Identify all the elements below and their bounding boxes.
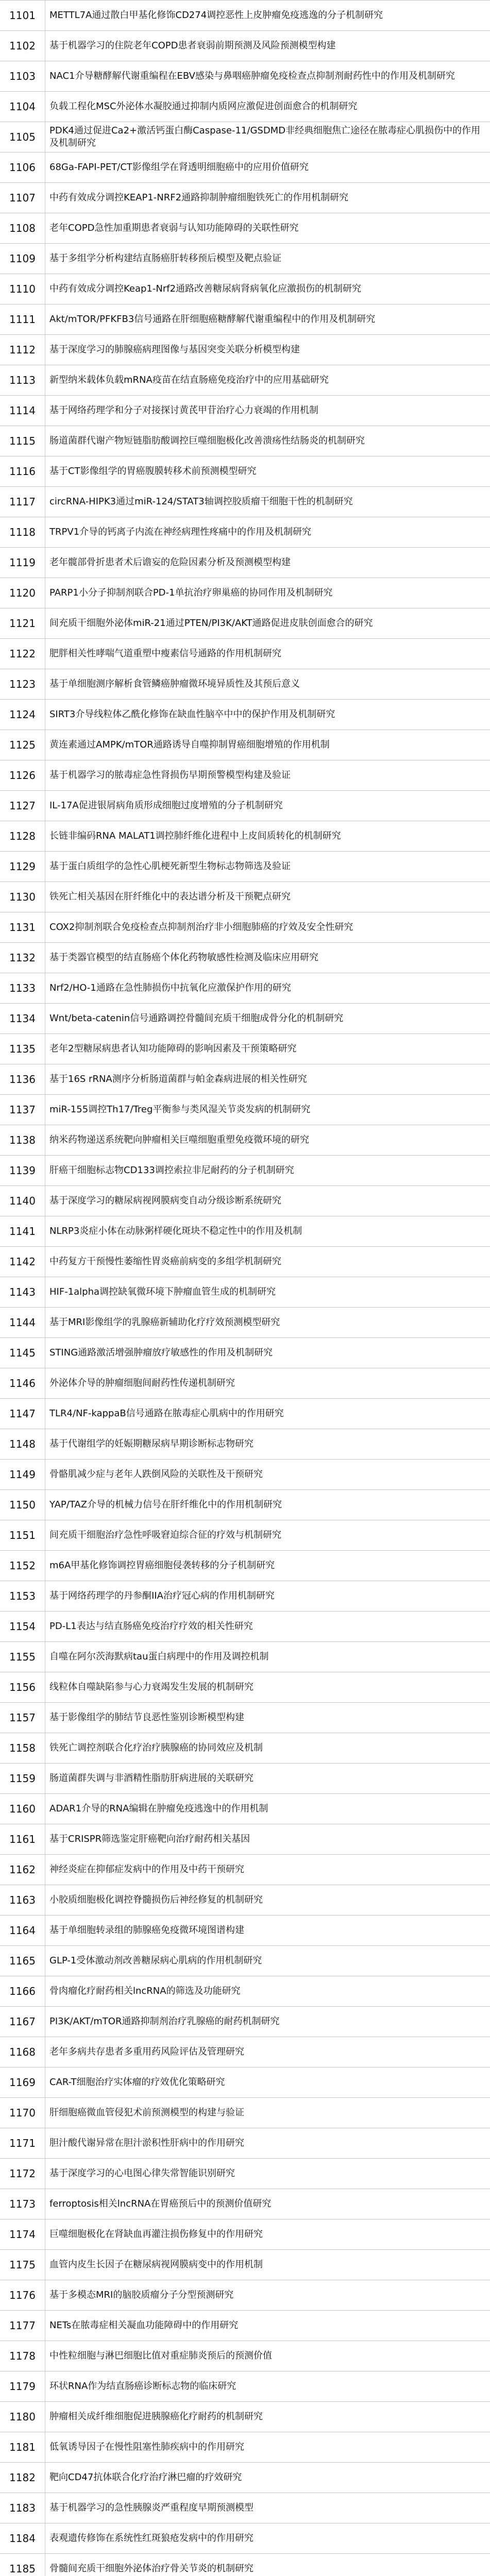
row-number: 1180 <box>0 2402 45 2432</box>
row-title: Nrf2/HO-1通路在急性肺损伤中抗氧化应激保护作用的研究 <box>49 982 291 993</box>
row-number: 1155 <box>0 1642 45 1672</box>
row-number: 1115 <box>0 426 45 456</box>
row-title: 中性粒细胞与淋巴细胞比值对重症肺炎预后的预测价值 <box>49 2350 272 2361</box>
row-title: 基于CT影像组学的胃癌腹膜转移术前预测模型研究 <box>49 466 257 477</box>
row-title: 肠道菌群代谢产物短链脂肪酸调控巨噬细胞极化改善溃疡性结肠炎的机制研究 <box>49 435 365 446</box>
row-number: 1122 <box>0 639 45 669</box>
table-row <box>0 1520 490 1551</box>
table-row <box>0 61 490 92</box>
row-title: circRNA-HIPK3通过miR-124/STAT3轴调控胶质瘤干细胞干性的机制研究 <box>49 496 353 507</box>
row-title: GLP-1受体激动剂改善糖尿病心肌病的作用机制研究 <box>49 1955 262 1966</box>
table-row <box>0 1247 490 1277</box>
row-number: 1177 <box>0 2311 45 2341</box>
row-number: 1164 <box>0 1916 45 1945</box>
table-row <box>0 882 490 912</box>
row-title: 肝细胞癌微血管侵犯术前预测模型的构建与验证 <box>49 2107 244 2118</box>
table-row <box>0 2098 490 2128</box>
row-number: 1165 <box>0 1946 45 1976</box>
table-row <box>0 1794 490 1824</box>
table-row <box>0 548 490 578</box>
row-number: 1121 <box>0 608 45 638</box>
row-number: 1152 <box>0 1551 45 1581</box>
row-title: 基于代谢组学的妊娠期糖尿病早期诊断标志物研究 <box>49 1438 254 1449</box>
table-row <box>0 2280 490 2311</box>
row-number: 1150 <box>0 1490 45 1520</box>
table-row <box>0 1642 490 1672</box>
table-row <box>0 1004 490 1034</box>
row-number: 1170 <box>0 2098 45 2128</box>
row-title: NLRP3炎症小体在动脉粥样硬化斑块不稳定性中的作用及机制 <box>49 1226 302 1236</box>
row-number: 1134 <box>0 1004 45 1033</box>
row-number: 1105 <box>0 122 45 152</box>
row-title: 基于深度学习的肺腺癌病理图像与基因突变关联分析模型构建 <box>49 344 300 355</box>
row-number: 1129 <box>0 852 45 882</box>
table-row <box>0 2432 490 2463</box>
table-row <box>0 2250 490 2280</box>
row-number: 1148 <box>0 1429 45 1459</box>
row-number: 1149 <box>0 1460 45 1489</box>
row-number: 1136 <box>0 1064 45 1094</box>
table-row <box>0 760 490 791</box>
table-row <box>0 2554 490 2576</box>
table-row <box>0 730 490 760</box>
table-row <box>0 2311 490 2341</box>
table-row <box>0 122 490 152</box>
row-number: 1174 <box>0 2219 45 2249</box>
row-number: 1118 <box>0 517 45 547</box>
row-title: 环状RNA作为结直肠癌诊断标志物的临床研究 <box>49 2381 236 2392</box>
table-row <box>0 2463 490 2493</box>
table-row <box>0 2402 490 2432</box>
row-title: COX2抑制剂联合免疫检查点抑制剂治疗非小细胞肺癌的疗效及安全性研究 <box>49 922 353 933</box>
row-title: CAR-T细胞治疗实体瘤的疗效优化策略研究 <box>49 2077 225 2088</box>
table-row <box>0 1764 490 1794</box>
row-number: 1102 <box>0 31 45 61</box>
row-number: 1132 <box>0 943 45 973</box>
row-number: 1124 <box>0 700 45 730</box>
table-row <box>0 2523 490 2554</box>
row-number: 1167 <box>0 2007 45 2037</box>
table-row <box>0 1368 490 1399</box>
row-number: 1157 <box>0 1703 45 1733</box>
table-row <box>0 2371 490 2402</box>
row-title: 肿瘤相关成纤维细胞促进胰腺癌化疗耐药的机制研究 <box>49 2411 263 2422</box>
table-row <box>0 1460 490 1490</box>
table-row <box>0 2067 490 2098</box>
row-title: 基于深度学习的心电图心律失常智能识别研究 <box>49 2168 235 2179</box>
row-title: 线粒体自噬缺陷参与心力衰竭发生发展的机制研究 <box>49 1682 254 1692</box>
row-number: 1179 <box>0 2371 45 2401</box>
row-title: ADAR1介导的RNA编辑在肿瘤免疫逃逸中的作用机制 <box>49 1803 268 1814</box>
row-number: 1185 <box>0 2554 45 2576</box>
row-title: Wnt/beta-catenin信号通路调控骨髓间充质干细胞成骨分化的机制研究 <box>49 1013 344 1024</box>
table-row <box>0 335 490 365</box>
row-title: 巨噬细胞极化在肾缺血再灌注损伤修复中的作用研究 <box>49 2229 263 2240</box>
row-title: 基于类器官模型的结直肠癌个体化药物敏感性检测及临床应用研究 <box>49 952 318 963</box>
table-row <box>0 1885 490 1916</box>
row-number: 1171 <box>0 2128 45 2158</box>
table-row <box>0 1612 490 1642</box>
row-title: STING通路激活增强肿瘤放疗敏感性的作用及机制研究 <box>49 1347 273 1358</box>
row-number: 1175 <box>0 2250 45 2280</box>
row-number: 1141 <box>0 1216 45 1246</box>
row-title: 基于多组学分析构建结直肠癌肝转移预后模型及靶点验证 <box>49 253 281 264</box>
table-row <box>0 487 490 517</box>
row-title: 低氧诱导因子在慢性阻塞性肺疾病中的作用研究 <box>49 2442 244 2452</box>
row-number: 1153 <box>0 1581 45 1611</box>
row-title: m6A甲基化修饰调控胃癌细胞侵袭转移的分子机制研究 <box>49 1560 275 1571</box>
row-number: 1119 <box>0 548 45 578</box>
row-number: 1178 <box>0 2341 45 2371</box>
table-row <box>0 517 490 548</box>
row-number: 1172 <box>0 2159 45 2189</box>
table-row <box>0 1 490 31</box>
table-row <box>0 1703 490 1733</box>
row-number: 1158 <box>0 1733 45 1763</box>
row-title: 中药复方干预慢性萎缩性胃炎癌前病变的多组学机制研究 <box>49 1256 281 1267</box>
row-title: 负载工程化MSC外泌体水凝胶通过抑制内质网应激促进创面愈合的机制研究 <box>49 101 358 112</box>
row-number: 1120 <box>0 578 45 608</box>
row-number: 1137 <box>0 1095 45 1125</box>
row-number: 1130 <box>0 882 45 912</box>
table-row <box>0 274 490 304</box>
table-row <box>0 1551 490 1581</box>
row-title: 纳米药物递送系统靶向肿瘤相关巨噬细胞重塑免疫微环境的研究 <box>49 1134 309 1145</box>
table-row <box>0 1916 490 1946</box>
row-number: 1110 <box>0 274 45 304</box>
table-row <box>0 2341 490 2371</box>
row-title: PDK4通过促进Ca2+激活钙蛋白酶Caspase-11/GSDMD非经典细胞焦亡途径在脓毒症心肌损伤中的作用及机制研究 <box>49 125 481 148</box>
row-title: YAP/TAZ介导的机械力信号在肝纤维化中的作用机制研究 <box>49 1499 282 1510</box>
row-number: 1101 <box>0 1 45 30</box>
table-row <box>0 1308 490 1338</box>
row-title: 基于单细胞转录组的肺腺癌免疫微环境图谱构建 <box>49 1925 244 1936</box>
table-row <box>0 1156 490 1186</box>
row-title: 间充质干细胞外泌体miR-21通过PTEN/PI3K/AKT通路促进皮肤创面愈合的研究 <box>49 618 373 629</box>
row-number: 1135 <box>0 1034 45 1064</box>
table-row <box>0 183 490 213</box>
row-number: 1133 <box>0 973 45 1003</box>
table-row <box>0 304 490 335</box>
row-title: PD-L1表达与结直肠癌免疫治疗疗效的相关性研究 <box>49 1621 253 1632</box>
row-title: ferroptosis相关lncRNA在胃癌预后中的预测价值研究 <box>49 2198 272 2209</box>
row-title: 基于机器学习的急性胰腺炎严重程度早期预测模型 <box>49 2502 254 2513</box>
row-title: 基于蛋白质组学的急性心肌梗死新型生物标志物筛选及验证 <box>49 861 291 872</box>
row-title: 基于单细胞测序解析食管鳞癌肿瘤微环境异质性及其预后意义 <box>49 679 300 689</box>
row-number: 1147 <box>0 1399 45 1429</box>
table-row <box>0 700 490 730</box>
row-number: 1184 <box>0 2523 45 2553</box>
row-title: 骨髓间充质干细胞外泌体治疗骨关节炎的机制研究 <box>49 2563 254 2574</box>
row-number: 1144 <box>0 1308 45 1337</box>
table-row <box>0 213 490 244</box>
row-title: 靶向CD47抗体联合化疗治疗淋巴瘤的疗效研究 <box>49 2472 242 2483</box>
row-number: 1103 <box>0 61 45 91</box>
table-row <box>0 1733 490 1764</box>
row-number: 1173 <box>0 2189 45 2219</box>
table-row <box>0 1429 490 1460</box>
row-title: 黄连素通过AMPK/mTOR通路诱导自噬抑制胃癌细胞增殖的作用机制 <box>49 739 330 750</box>
table-row <box>0 912 490 943</box>
row-number: 1168 <box>0 2037 45 2067</box>
table-row <box>0 1581 490 1612</box>
table-row <box>0 1976 490 2007</box>
row-title: 基于CRISPR筛选鉴定肝癌靶向治疗耐药相关基因 <box>49 1834 250 1844</box>
table-row <box>0 456 490 487</box>
row-title: 骨骼肌减少症与老年人跌倒风险的关联性及干预研究 <box>49 1469 263 1480</box>
table-row <box>0 1946 490 1976</box>
table-row <box>0 2159 490 2189</box>
row-title: 基于机器学习的脓毒症急性肾损伤早期预警模型构建及验证 <box>49 770 291 781</box>
table-row <box>0 152 490 183</box>
table-row <box>0 1216 490 1247</box>
row-title: 基于多模态MRI的脑胶质瘤分子分型预测研究 <box>49 2290 234 2300</box>
table-row <box>0 1490 490 1520</box>
row-number: 1182 <box>0 2463 45 2493</box>
table-row <box>0 365 490 396</box>
table-row <box>0 1125 490 1156</box>
table-row <box>0 973 490 1004</box>
row-number: 1142 <box>0 1247 45 1277</box>
row-title: 基于机器学习的住院老年COPD患者衰弱前期预测及风险预测模型构建 <box>49 40 336 51</box>
row-title: 基于网络药理学和分子对接探讨黄芪甲苷治疗心力衰竭的作用机制 <box>49 405 318 416</box>
row-number: 1163 <box>0 1885 45 1915</box>
table-row <box>0 1399 490 1429</box>
row-title: 肝癌干细胞标志物CD133调控索拉非尼耐药的分子机制研究 <box>49 1165 294 1176</box>
row-number: 1139 <box>0 1156 45 1185</box>
table-row <box>0 244 490 274</box>
table-row <box>0 396 490 426</box>
table-row <box>0 92 490 122</box>
table-row <box>0 426 490 456</box>
row-number: 1128 <box>0 821 45 851</box>
row-number: 1151 <box>0 1520 45 1550</box>
row-title: TLR4/NF-kappaB信号通路在脓毒症心肌病中的作用研究 <box>49 1408 284 1419</box>
row-number: 1161 <box>0 1824 45 1854</box>
table-row <box>0 1855 490 1885</box>
row-number: 1156 <box>0 1672 45 1702</box>
table-row <box>0 2493 490 2523</box>
row-number: 1108 <box>0 213 45 243</box>
table-row <box>0 1034 490 1064</box>
row-number: 1106 <box>0 152 45 182</box>
row-number: 1166 <box>0 1976 45 2006</box>
row-title: 骨肉瘤化疗耐药相关lncRNA的筛选及功能研究 <box>49 1986 241 1996</box>
row-title: 新型纳米载体负载mRNA疫苗在结直肠癌免疫治疗中的应用基础研究 <box>49 375 329 385</box>
row-title: 表观遗传修饰在系统性红斑狼疮发病中的作用研究 <box>49 2533 254 2544</box>
table-row <box>0 608 490 639</box>
row-title: NAC1介导糖酵解代谢重编程在EBV感染与鼻咽癌肿瘤免疫检查点抑制剂耐药性中的作用及机制研究 <box>49 71 455 81</box>
table-row <box>0 791 490 821</box>
table-row <box>0 669 490 700</box>
row-number: 1181 <box>0 2432 45 2462</box>
row-title: METTL7A通过散白甲基化修饰CD274调控恶性上皮肿瘤免疫逃逸的分子机制研究 <box>49 10 383 21</box>
table-row <box>0 1277 490 1308</box>
row-title: 铁死亡调控剂联合化疗治疗胰腺癌的协同效应及机制 <box>49 1742 263 1753</box>
row-title: 老年多病共存患者多重用药风险评估及管理研究 <box>49 2046 244 2057</box>
row-title: 肠道菌群失调与非酒精性脂肪肝病进展的关联研究 <box>49 1773 254 1784</box>
row-number: 1113 <box>0 365 45 395</box>
table-row <box>0 1824 490 1855</box>
row-title: 肥胖相关性哮喘气道重塑中瘦素信号通路的作用机制研究 <box>49 648 281 659</box>
table-row <box>0 1672 490 1703</box>
row-number: 1107 <box>0 183 45 213</box>
row-title: 68Ga-FAPI-PET/CT影像组学在肾透明细胞癌中的应用价值研究 <box>49 162 309 173</box>
row-title: 基于网络药理学的丹参酮IIA治疗冠心病的作用机制研究 <box>49 1590 275 1601</box>
row-title: 基于MRI影像组学的乳腺癌新辅助化疗疗效预测模型研究 <box>49 1317 280 1328</box>
row-title: 铁死亡相关基因在肝纤维化中的表达谱分析及干预靶点研究 <box>49 891 291 902</box>
row-number: 1140 <box>0 1186 45 1216</box>
row-number: 1131 <box>0 912 45 942</box>
table-row <box>0 1186 490 1216</box>
row-title: 血管内皮生长因子在糖尿病视网膜病变中的作用机制 <box>49 2259 263 2270</box>
row-number: 1154 <box>0 1612 45 1641</box>
table-row <box>0 2128 490 2159</box>
row-title: 中药有效成分调控KEAP1-NRF2通路抑制肿瘤细胞铁死亡的作用机制研究 <box>49 192 349 203</box>
row-title: 老年髋部骨折患者术后谵妄的危险因素分析及预测模型构建 <box>49 557 291 568</box>
row-number: 1117 <box>0 487 45 517</box>
row-number: 1143 <box>0 1277 45 1307</box>
row-number: 1145 <box>0 1338 45 1368</box>
table-row <box>0 2007 490 2037</box>
row-number: 1176 <box>0 2280 45 2310</box>
table-row <box>0 1064 490 1095</box>
row-number: 1114 <box>0 396 45 426</box>
row-number: 1162 <box>0 1855 45 1885</box>
row-number: 1138 <box>0 1125 45 1155</box>
table-row <box>0 639 490 669</box>
row-title: NETs在脓毒症相关凝血功能障碍中的作用研究 <box>49 2320 239 2331</box>
row-title: miR-155调控Th17/Treg平衡参与类风湿关节炎发病的机制研究 <box>49 1104 311 1115</box>
row-number: 1123 <box>0 669 45 699</box>
row-title: 外泌体介导的肿瘤细胞间耐药性传递机制研究 <box>49 1378 235 1388</box>
row-number: 1109 <box>0 244 45 274</box>
row-number: 1127 <box>0 791 45 821</box>
row-number: 1160 <box>0 1794 45 1824</box>
row-title: PARP1小分子抑制剂联合PD-1单抗治疗卵巢癌的协同作用及机制研究 <box>49 587 333 598</box>
row-title: 中药有效成分调控Keap1-Nrf2通路改善糖尿病肾病氧化应激损伤的机制研究 <box>49 283 362 294</box>
row-title: SIRT3介导线粒体乙酰化修饰在缺血性脑卒中中的保护作用及机制研究 <box>49 709 335 720</box>
row-number: 1125 <box>0 730 45 760</box>
table-row <box>0 1338 490 1368</box>
table-row <box>0 821 490 852</box>
row-title: HIF-1alpha调控缺氧微环境下肿瘤血管生成的机制研究 <box>49 1286 276 1297</box>
row-title: 基于16S rRNA测序分析肠道菌群与帕金森病进展的相关性研究 <box>49 1074 307 1084</box>
row-number: 1116 <box>0 456 45 486</box>
row-title: Akt/mTOR/PFKFB3信号通路在肝细胞癌糖酵解代谢重编程中的作用及机制研究 <box>49 314 376 325</box>
table-row <box>0 852 490 882</box>
row-title: 小胶质细胞极化调控脊髓损伤后神经修复的机制研究 <box>49 1894 263 1905</box>
row-title: IL-17A促进银屑病角质形成细胞过度增殖的分子机制研究 <box>49 800 283 811</box>
table-row <box>0 2037 490 2067</box>
row-title: 基于影像组学的肺结节良恶性鉴别诊断模型构建 <box>49 1712 244 1723</box>
row-title: 间充质干细胞治疗急性呼吸窘迫综合征的疗效与机制研究 <box>49 1530 281 1540</box>
row-title: TRPV1介导的钙离子内流在神经病理性疼痛中的作用及机制研究 <box>49 527 312 537</box>
row-title: 神经炎症在抑郁症发病中的作用及中药干预研究 <box>49 1864 244 1875</box>
row-title: 老年COPD急性加重期患者衰弱与认知功能障碍的关联性研究 <box>49 223 299 233</box>
table-row <box>0 2219 490 2250</box>
row-number: 1146 <box>0 1368 45 1398</box>
row-title: 老年2型糖尿病患者认知功能障碍的影响因素及干预策略研究 <box>49 1043 297 1054</box>
row-title: PI3K/AKT/mTOR通路抑制剂治疗乳腺癌的耐药机制研究 <box>49 2016 280 2027</box>
table-row <box>0 943 490 973</box>
table-row <box>0 31 490 61</box>
table-row <box>0 578 490 608</box>
row-number: 1159 <box>0 1764 45 1793</box>
table-row <box>0 1095 490 1125</box>
table-row <box>0 2189 490 2219</box>
row-number: 1183 <box>0 2493 45 2523</box>
row-number: 1126 <box>0 760 45 790</box>
row-number: 1104 <box>0 92 45 122</box>
row-number: 1112 <box>0 335 45 365</box>
row-title: 胆汁酸代谢异常在胆汁淤积性肝病中的作用研究 <box>49 2138 244 2148</box>
row-title: 长链非编码RNA MALAT1调控肺纤维化进程中上皮间质转化的机制研究 <box>49 831 341 841</box>
row-number: 1111 <box>0 304 45 334</box>
row-number: 1169 <box>0 2067 45 2097</box>
row-title: 基于深度学习的糖尿病视网膜病变自动分级诊断系统研究 <box>49 1195 281 1206</box>
row-title: 自噬在阿尔茨海默病tau蛋白病理中的作用及调控机制 <box>49 1651 269 1662</box>
